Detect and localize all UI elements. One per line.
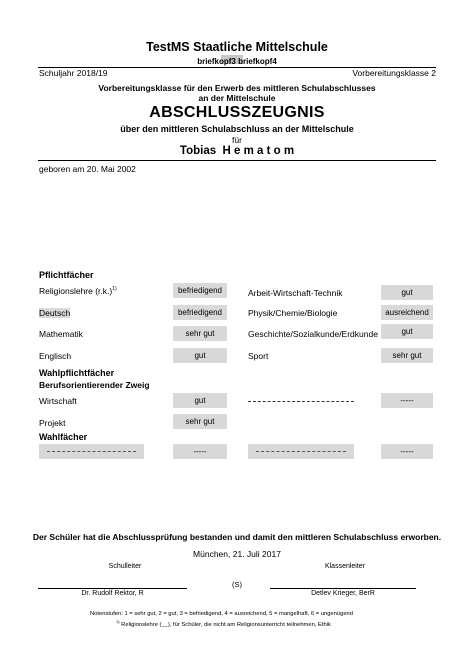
- grade-awt: gut: [381, 285, 433, 300]
- klassenleiter-label: Klassenleiter: [324, 563, 366, 570]
- name-rule: [38, 160, 436, 161]
- class-label: Vorbereitungsklasse 2: [352, 68, 436, 78]
- religion-footnote: $^{1)}$ Religionslehre (__), für Schüler, die nicht am Religionsunterricht teilnehmen, Ethik: [116, 619, 331, 628]
- letterhead: briefkopf3 briefkopf4: [197, 57, 277, 66]
- subtitle-2: an der Mittelschule: [198, 93, 276, 103]
- grade-mathematik: sehr gut: [173, 326, 227, 341]
- student-name: Tobias H e m a t o m: [179, 145, 295, 157]
- klassenleiter-name: Detlev Krieger, BerR: [311, 590, 375, 597]
- empty-subject-field: [39, 444, 144, 459]
- grade-empty: -----: [173, 444, 227, 459]
- completion-statement: Der Schüler hat die Abschlussprüfung bestanden und damit den mittleren Schulabschluss erworben.: [32, 532, 442, 542]
- subject-sport: Sport: [248, 351, 269, 361]
- birth-date: geboren am 20. Mai 2002: [39, 164, 136, 174]
- document-title: ABSCHLUSSZEUGNIS: [149, 104, 325, 121]
- subject-deutsch: Deutsch: [39, 308, 71, 318]
- subject-awt: Arbeit-Wirtschaft-Technik: [248, 288, 343, 298]
- section-zweig: Berufsorientierender Zweig: [39, 380, 150, 390]
- subtitle-1: Vorbereitungsklasse für den Erwerb des mittleren Schulabschlusses: [98, 83, 376, 93]
- subject-wirtschaft: Wirtschaft: [39, 396, 77, 406]
- subject-gse: Geschichte/Sozialkunde/Erdkunde: [248, 329, 378, 339]
- schulleiter-label: Schulleiter: [108, 563, 142, 570]
- school-name: TestMS Staatliche Mittelschule: [146, 40, 328, 54]
- subject-mathematik: Mathematik: [39, 329, 83, 339]
- subject-pcb: Physik/Chemie/Biologie: [248, 308, 338, 318]
- grade-empty: -----: [381, 444, 433, 459]
- empty-subject-field: [248, 444, 354, 459]
- grade-sport: sehr gut: [381, 348, 433, 363]
- grade-deutsch: befriedigend: [173, 305, 227, 320]
- subject-englisch: Englisch: [39, 351, 72, 361]
- section-pflichtfaecher: Pflichtfächer: [39, 270, 94, 280]
- grade-empty: -----: [381, 393, 433, 408]
- school-year: Schuljahr 2018/19: [39, 68, 108, 78]
- grade-wirtschaft: gut: [173, 393, 227, 408]
- section-wahlfaecher: Wahlfächer: [39, 432, 88, 442]
- subject-religion: Religionslehre $(r.k.)^{1)}$: [39, 286, 117, 296]
- schulleiter-name: Dr. Rudolf Rektor, R: [81, 590, 144, 597]
- grading-scale-note: Notenstufen: 1 = sehr gut, 2 = gut, 3 = befriedigend, 4 = ausreichend, 5 = mangelhaft, 6 = ungenügend: [90, 611, 353, 617]
- grade-englisch: gut: [173, 348, 227, 363]
- grade-projekt: sehr gut: [173, 414, 227, 429]
- subject-projekt: Projekt: [39, 418, 66, 428]
- section-wahlpflichtfaecher: Wahlpflichtfächer: [39, 368, 115, 378]
- grade-gse: gut: [381, 324, 433, 339]
- place-date: München, 21. Juli 2017: [193, 549, 281, 559]
- subtitle-3: über den mittleren Schulabschluss an der Mittelschule: [120, 124, 354, 134]
- grade-religion: befriedigend: [173, 283, 227, 298]
- empty-subject-line: [248, 401, 354, 403]
- grade-pcb: ausreichend: [381, 305, 433, 320]
- seal-mark: (S): [232, 580, 242, 589]
- fuer-label: für: [232, 135, 242, 145]
